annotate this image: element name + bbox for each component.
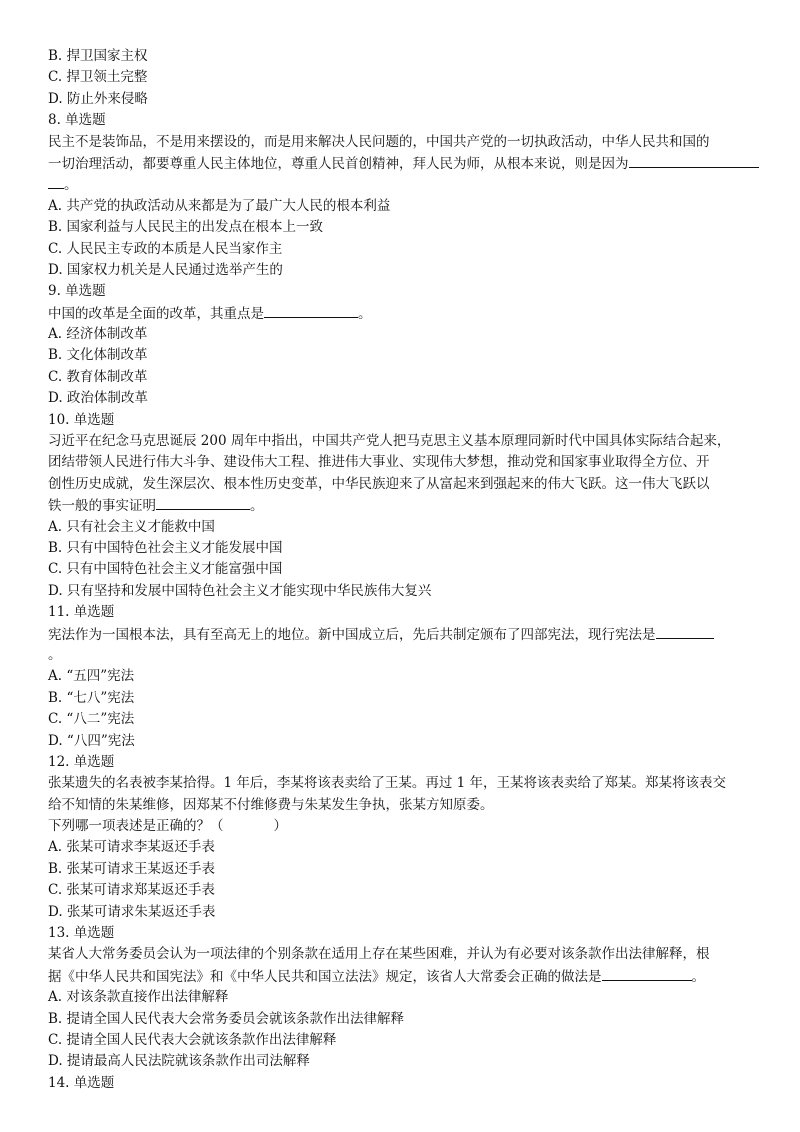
question-stem — [48, 174, 752, 195]
option-c: C. 只有中国特色社会主义才能富强中国 — [48, 561, 283, 578]
question-stem: 团结带领人民进行伟大斗争、建设伟大工程、推进伟大事业、实现伟大梦想，推动党和国家事业取得全方位、开 — [48, 454, 710, 471]
question-stem — [48, 495, 752, 516]
question-stem: 张某遗失的名表被李某拾得。1 年后，李某将该表卖给了王某。再过 1 年，王某将该表卖给了郑某。郑某将该表交 — [48, 775, 727, 792]
option-b: B. 只有中国特色社会主义才能发展中国 — [48, 539, 283, 556]
option-b: B. 张某可请求王某返还手表 — [48, 860, 216, 877]
stem-text: 下列哪一项表述是正确的？（ — [48, 818, 224, 835]
question-header: 14. 单选题 — [48, 1074, 115, 1091]
stem-end: 。 — [64, 177, 78, 194]
question-header: 12. 单选题 — [48, 753, 115, 770]
answer-blank — [656, 624, 714, 639]
question-stem: 民主不是装饰品，不是用来摆设的，而是用来解决人民问题的，中国共产党的一切执政活动，中华人民共和国的 — [48, 133, 710, 150]
option-a: A. 经济体制改革 — [48, 326, 148, 343]
question-stem — [48, 303, 752, 324]
option-d: D. 只有坚持和发展中国特色社会主义才能实现中华民族伟大复兴 — [48, 582, 432, 599]
question-stem: 某省人大常务委员会认为一项法律的个别条款在适用上存在某些困难，并认为有必要对该条款作出法律解释，根 — [48, 946, 710, 963]
option-a: A. 对该条款直接作出法律解释 — [48, 989, 229, 1006]
option-d: D. 政治体制改革 — [48, 390, 148, 407]
option-b: B. 文化体制改革 — [48, 347, 148, 364]
stem-text: 中国的改革是全面的改革，其重点是 — [48, 305, 264, 322]
option-a: A. 只有社会主义才能救中国 — [48, 518, 215, 535]
stem-end: 。 — [358, 305, 372, 322]
stem-text: 一切治理活动，都要尊重人民主体地位，尊重人民首创精神，拜人民为师，从根本来说，则是因为 — [48, 155, 629, 172]
option-b: B. “七八”宪法 — [48, 689, 135, 706]
stem-text: 铁一般的事实证明 — [48, 498, 156, 515]
question-stem — [48, 153, 752, 174]
question-stem — [48, 624, 752, 645]
option-d: D. 提请最高人民法院就该条款作出司法解释 — [48, 1053, 310, 1070]
question-stem — [48, 966, 752, 987]
option-d: D. 张某可请求朱某返还手表 — [48, 903, 216, 920]
stem-end: ） — [273, 818, 287, 835]
option-d: D. 防止外来侵略 — [48, 90, 148, 107]
stem-end: 。 — [250, 498, 264, 515]
answer-blank — [264, 303, 358, 318]
question-stem: 。 — [48, 646, 62, 663]
answer-blank — [629, 153, 759, 168]
question-header: 8. 单选题 — [48, 112, 106, 129]
question-stem: 习近平在纪念马克思诞辰 200 周年中指出，中国共产党人把马克思主义基本原理同新时代中国具体实际结合起来， — [48, 433, 731, 450]
option-a: A. 共产党的执政活动从来都是为了最广大人民的根本利益 — [48, 197, 391, 214]
option-c: C. “八二”宪法 — [48, 711, 135, 728]
answer-blank — [602, 966, 692, 981]
option-c: C. 人民民主专政的本质是人民当家作主 — [48, 240, 283, 257]
option-c: C. 教育体制改革 — [48, 368, 148, 385]
answer-blank — [48, 174, 64, 189]
question-stem: 给不知情的朱某维修，因郑某不付维修费与朱某发生争执，张某方知原委。 — [48, 796, 494, 813]
option-d: D. 国家权力机关是人民通过选举产生的 — [48, 261, 283, 278]
exam-page — [48, 46, 752, 1094]
option-b: B. 提请全国人民代表大会常务委员会就该条款作出法律解释 — [48, 1010, 405, 1027]
answer-blank — [156, 495, 250, 510]
question-header: 13. 单选题 — [48, 925, 115, 942]
option-a: A. 张某可请求李某返还手表 — [48, 839, 215, 856]
question-header: 9. 单选题 — [48, 283, 106, 300]
option-b: B. 国家利益与人民民主的出发点在根本上一致 — [48, 219, 324, 236]
stem-end: 。 — [691, 968, 705, 985]
stem-text: 宪法作为一国根本法，具有至高无上的地位。新中国成立后，先后共制定颁布了四部宪法，现行宪法是 — [48, 626, 656, 643]
question-stem — [48, 816, 752, 837]
option-c: C. 捍卫领土完整 — [48, 69, 148, 86]
option-c: C. 提请全国人民代表大会就该条款作出法律解释 — [48, 1031, 337, 1048]
option-b: B. 捍卫国家主权 — [48, 48, 148, 64]
question-header: 11. 单选题 — [48, 604, 115, 621]
option-a: A. “五四”宪法 — [48, 668, 135, 685]
option-c: C. 张某可请求郑某返还手表 — [48, 882, 215, 899]
option-d: D. “八四”宪法 — [48, 732, 135, 749]
question-header: 10. 单选题 — [48, 411, 115, 428]
question-stem: 创性历史成就，发生深层次、根本性历史变革，中华民族迎来了从富起来到强起来的伟大飞跃。这一伟大飞跃以 — [48, 475, 710, 492]
stem-text: 据《中华人民共和国宪法》和《中华人民共和国立法法》规定，该省人大常委会正确的做法是 — [48, 968, 602, 985]
